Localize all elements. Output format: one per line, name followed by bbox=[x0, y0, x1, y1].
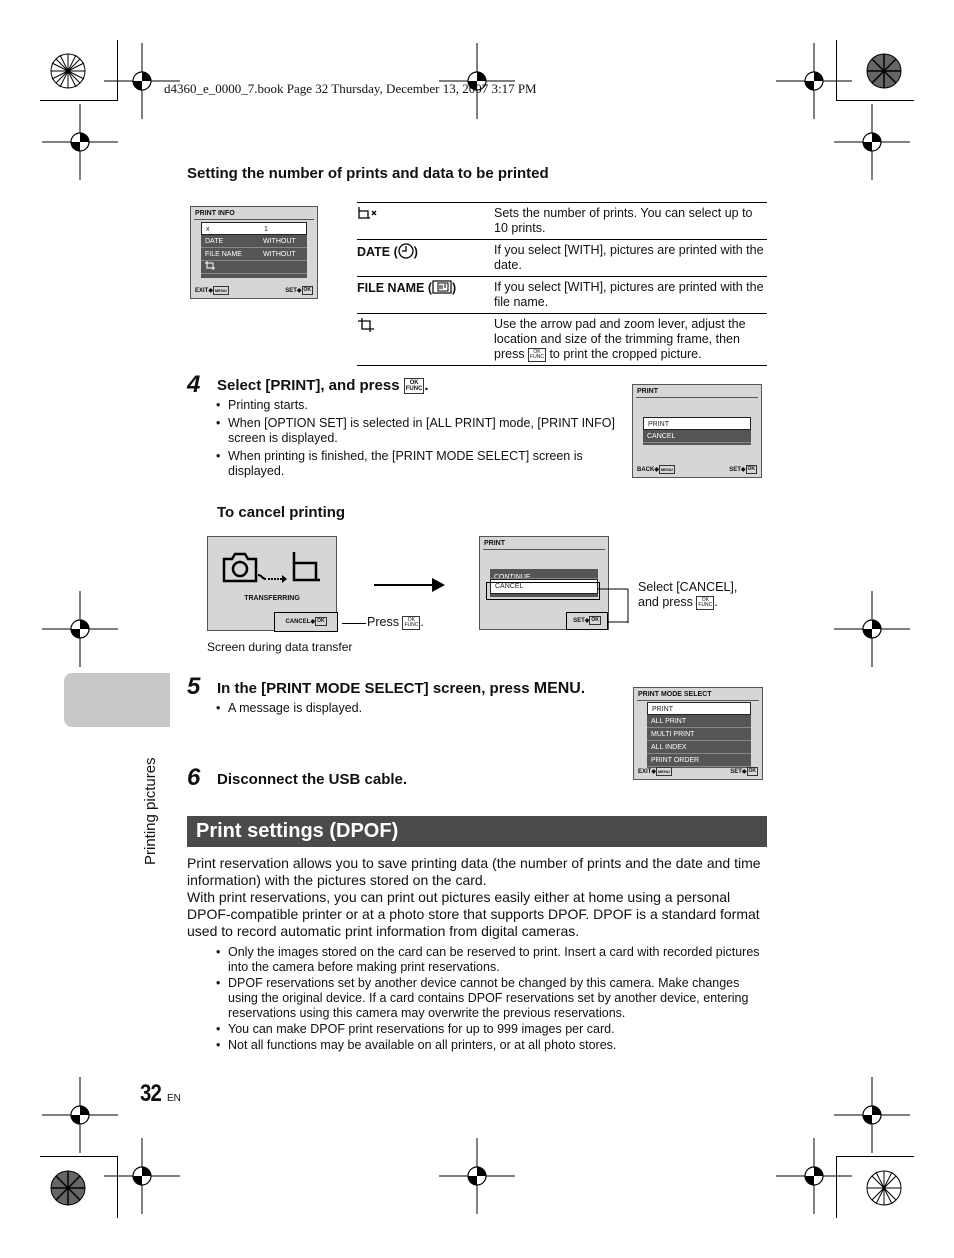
print-info-menu bbox=[201, 222, 307, 278]
starburst-mark-icon bbox=[866, 53, 902, 89]
exit-hint: EXIT◆ MENU bbox=[195, 288, 227, 295]
menu-row: CONTINUE bbox=[490, 569, 598, 579]
step-title: In the [PRINT MODE SELECT] screen, press MENU. bbox=[217, 680, 586, 697]
table-row bbox=[357, 314, 767, 366]
press-note: Press OK FUNC . bbox=[367, 615, 424, 629]
menu-row: PRINT bbox=[643, 417, 751, 430]
paragraph: Print reservation allows you to save printing data (the number of prints and the date and time information) with the pictures stored on the card. bbox=[187, 855, 761, 888]
menu-row bbox=[201, 235, 307, 248]
crosshair-icon bbox=[776, 1138, 852, 1214]
trim-icon bbox=[357, 317, 375, 333]
side-tab-label: Printing pictures bbox=[142, 757, 159, 865]
menu-row-label: FILE NAME bbox=[205, 251, 242, 258]
language-code: EN bbox=[167, 1093, 181, 1104]
print-info-screen bbox=[190, 206, 318, 299]
list-item: • DPOF reservations set by another device cannot be changed by this camera. Make changes using the original device. If a card contains DPOF reservations set by another device, entering reservations using this camera may overwrite the previous reservations. bbox=[216, 976, 768, 1021]
table-row bbox=[357, 277, 767, 314]
exit-hint: EXIT◆ MENU bbox=[638, 769, 670, 776]
cancel-hint-box: CANCEL◆ OK bbox=[274, 612, 338, 632]
section-bullets bbox=[216, 945, 768, 1054]
subsection-title: Setting the number of prints and data to be printed bbox=[187, 165, 549, 182]
section-body bbox=[187, 855, 767, 940]
menu-row: CANCEL bbox=[643, 430, 751, 443]
table-row bbox=[357, 240, 767, 277]
arrow-right-icon bbox=[374, 577, 446, 593]
menu-row-value: WITHOUT bbox=[263, 251, 296, 258]
menu-row: ALL INDEX bbox=[647, 741, 751, 754]
screen-title: PRINT bbox=[637, 388, 658, 395]
back-hint: BACK◆ MENU bbox=[637, 467, 673, 474]
set-hint: SET◆ OK bbox=[729, 466, 755, 474]
list-item: • Not all functions may be available on all printers, or at all photo stores. bbox=[216, 1038, 768, 1053]
screen-title: PRINT bbox=[484, 540, 505, 547]
book-file-info: d4360_e_0000_7.book Page 32 Thursday, December 13, 2007 3:17 PM bbox=[164, 81, 537, 96]
step5-bullets bbox=[216, 701, 596, 719]
print-cancel-screen bbox=[479, 536, 609, 630]
file-name-icon bbox=[432, 280, 452, 294]
setting-desc: If you select [WITH], pictures are printed with the file name. bbox=[494, 277, 767, 314]
select-cancel-note: Select [CANCEL], and press OK FUNC . bbox=[638, 580, 738, 609]
step4-bullets bbox=[216, 398, 616, 482]
crosshair-icon bbox=[834, 591, 910, 667]
starburst-mark-icon bbox=[50, 53, 86, 89]
step-title: Disconnect the USB cable. bbox=[217, 771, 408, 788]
step-number: 5 bbox=[187, 673, 201, 700]
setting-key bbox=[357, 203, 494, 240]
print-mode-select-screen bbox=[633, 687, 763, 780]
callout-bracket bbox=[598, 586, 638, 626]
menu-row: MULTI PRINT bbox=[647, 728, 751, 741]
setting-key: FILE NAME ( ) bbox=[357, 277, 494, 314]
list-item: • When printing is finished, the [PRINT MODE SELECT] screen is displayed. bbox=[216, 449, 616, 479]
menu-row: PRINT bbox=[647, 702, 751, 715]
list-item: • A message is displayed. bbox=[216, 701, 596, 716]
paragraph: With print reservations, you can print out pictures easily either at home using a personal DPOF-compatible printer or at a photo store that supports DPOF. DPOF is a standard format used to record automatic print information from digital cameras. bbox=[187, 889, 760, 939]
set-hint: SET◆ OK bbox=[566, 612, 608, 630]
transferring-label: TRANSFERRING bbox=[244, 595, 300, 602]
setting-key bbox=[357, 314, 494, 366]
crosshair-icon bbox=[42, 104, 118, 180]
print-mode-menu bbox=[647, 702, 751, 768]
menu-row: PRINT ORDER bbox=[647, 754, 751, 767]
setting-key: DATE ( ) bbox=[357, 240, 494, 277]
menu-row-label: DATE bbox=[205, 238, 224, 245]
menu-row-label: x bbox=[206, 226, 210, 233]
screen-title: PRINT INFO bbox=[195, 210, 235, 217]
print-menu bbox=[643, 417, 751, 445]
step-title: Select [PRINT], and press OK FUNC . bbox=[217, 377, 429, 394]
list-item: • You can make DPOF print reservations for up to 999 images per card. bbox=[216, 1022, 768, 1037]
menu-row bbox=[201, 222, 307, 235]
transfer-screen bbox=[207, 536, 337, 631]
transfer-caption: Screen during data transfer bbox=[207, 640, 353, 654]
ok-func-button-icon: OK FUNC bbox=[698, 596, 713, 608]
step-number: 6 bbox=[187, 764, 201, 791]
crosshair-icon bbox=[104, 1138, 180, 1214]
setting-desc: Use the arrow pad and zoom lever, adjust the location and size of the trimming frame, then press OK FUNC to print the cropped picture. bbox=[494, 314, 767, 366]
list-item: • Printing starts. bbox=[216, 398, 616, 413]
crosshair-icon bbox=[42, 591, 118, 667]
clock-icon bbox=[398, 243, 414, 259]
set-hint: SET◆ OK bbox=[285, 287, 311, 295]
side-tab bbox=[64, 673, 170, 727]
crosshair-icon bbox=[834, 104, 910, 180]
starburst-mark-icon bbox=[50, 1170, 86, 1206]
list-item: • Only the images stored on the card can be reserved to print. Insert a card with recorded pictures into the camera before making print reservations. bbox=[216, 945, 768, 975]
menu-row: ALL PRINT bbox=[647, 715, 751, 728]
table-row bbox=[357, 203, 767, 240]
setting-desc: Sets the number of prints. You can select up to 10 prints. bbox=[494, 203, 767, 240]
trim-icon bbox=[205, 261, 215, 270]
menu-row-value: WITHOUT bbox=[263, 238, 296, 245]
menu-row: CANCEL bbox=[490, 579, 598, 594]
ok-func-button-icon: OK FUNC bbox=[530, 348, 544, 360]
crosshair-icon bbox=[439, 1138, 515, 1214]
camera-to-printer-icon bbox=[222, 549, 322, 585]
menu-row-value: 1 bbox=[264, 226, 268, 233]
section-title: Print settings (DPOF) bbox=[187, 816, 767, 847]
page-number: 32 bbox=[140, 1080, 161, 1107]
starburst-mark-icon bbox=[866, 1170, 902, 1206]
ok-func-button-icon: OK FUNC bbox=[405, 380, 423, 393]
step-number: 4 bbox=[187, 371, 201, 398]
menu-row bbox=[201, 261, 307, 274]
prints-count-icon bbox=[357, 206, 379, 220]
screen-title: PRINT MODE SELECT bbox=[638, 691, 712, 698]
print-screen bbox=[632, 384, 762, 478]
set-hint: SET◆ OK bbox=[730, 768, 756, 776]
menu-row bbox=[201, 248, 307, 261]
setting-desc: If you select [WITH], pictures are printed with the date. bbox=[494, 240, 767, 277]
list-item: • When [OPTION SET] is selected in [ALL PRINT] mode, [PRINT INFO] screen is displayed. bbox=[216, 416, 616, 446]
print-settings-table bbox=[357, 202, 767, 366]
cancel-subtitle: To cancel printing bbox=[217, 504, 346, 521]
ok-func-button-icon: OK FUNC bbox=[404, 616, 419, 628]
